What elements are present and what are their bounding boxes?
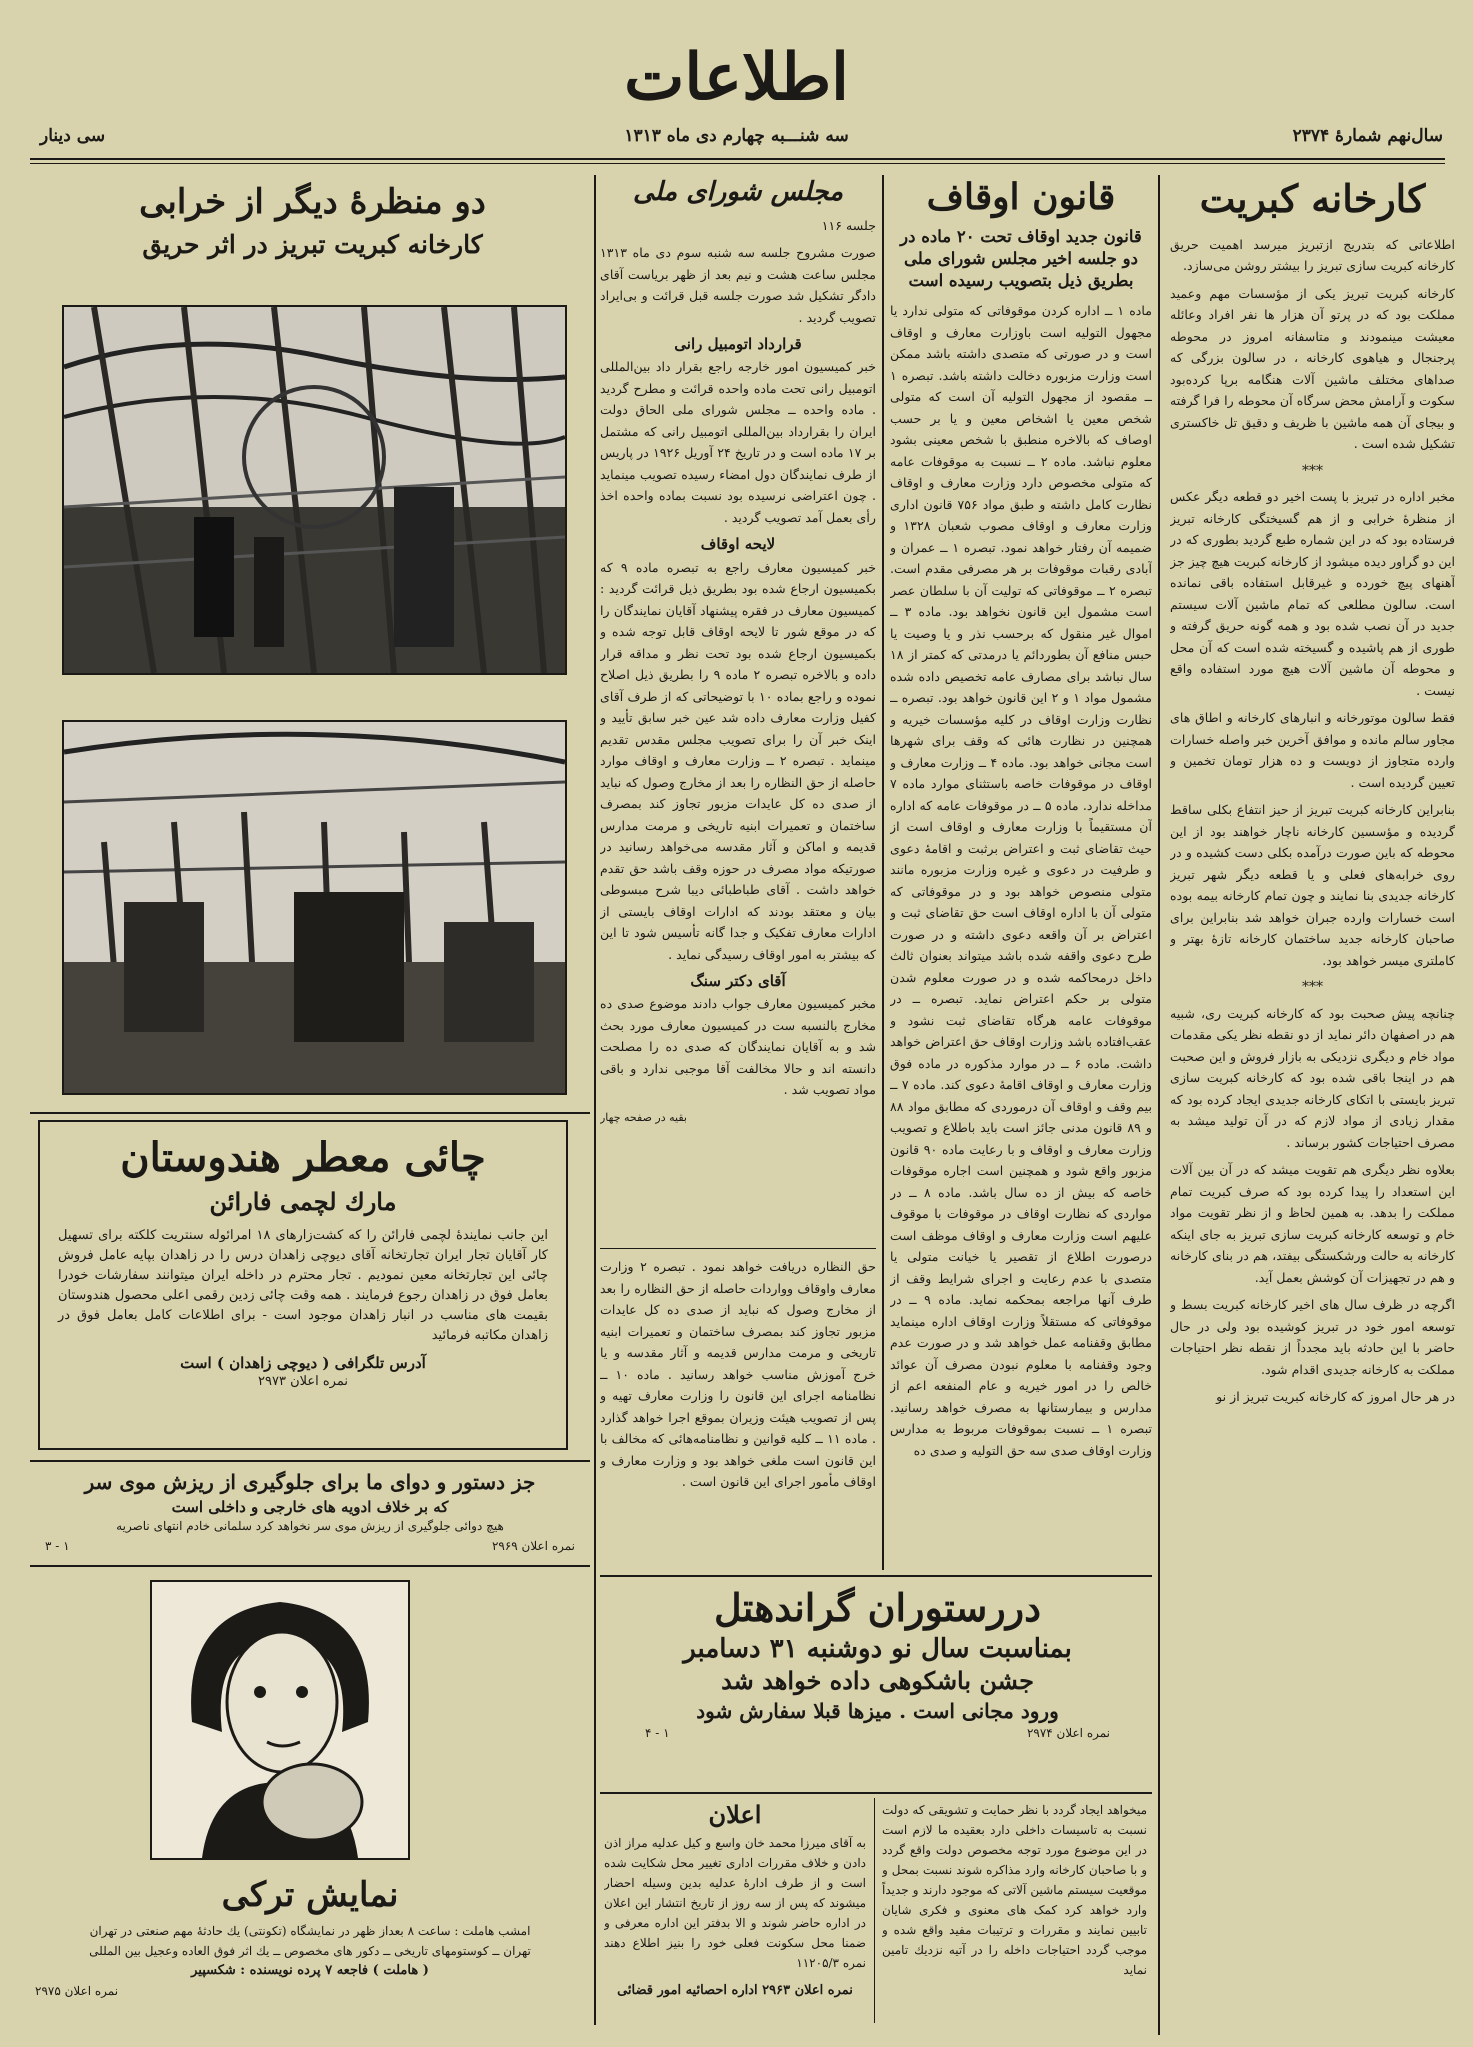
header-rule — [30, 158, 1445, 160]
notice-ad-number: نمره اعلان ۲۹۶۳ اداره احصائیه امور قضائی — [617, 1983, 853, 1998]
restaurant-ad-code: ۱ - ۴ — [645, 1726, 670, 1740]
restaurant-ad-line-2: جشن باشکوهی داده خواهد شد — [721, 1666, 1034, 1695]
waqf-heading: قانون اوقاف — [926, 176, 1116, 218]
photo-ruins-1 — [62, 305, 567, 675]
majlis-session: جلسه ۱۱۶ — [821, 217, 876, 233]
match-para-9: در هر حال امروز که کارخانه کبریت تبریز از نو — [1216, 1389, 1455, 1405]
waqf-continuation: حق النظاره دریافت خواهد نمود . تبصره ۲ وزارت معارف واوقاف وواردات حاصله از حق النظاره را بعد از مخارج وصول که نباید از صدی ده کل عایدات مزبور تجاوز کند بمصرف ساختمان و تعمیرات ابنیه تاریخی و مرمت مدارس قدیمه و آثار مقدسه و یا خرج آموزش مناسب خواهد رسانید . ماده ۱۰ ــ نظامنامه اجرای این قانون را وزارت معارف تهیه و پس از تصویب هیئت وزیران بموقع اجرا خواهد گذارد . ماده ۱۱ ــ کلیه قوانین و نظامنامه‌هائی که مخالف با این قانون است ملغی خواهد بود و وزارت معارف و اوقاف مأمور اجرای این قانون است . — [600, 1259, 876, 1489]
majlis-head-car-agreement: قرارداد اتومبیل رانی — [674, 335, 802, 354]
majlis-head-dr-sang: آقای دکتر سنگ — [690, 972, 786, 991]
notice-ad-title: اعلان — [708, 1800, 762, 1829]
tea-ad-brand: مارك لچمی فارائن — [209, 1187, 397, 1216]
restaurant-ad-line-1: بمناسبت سال نو دوشنبه ۳۱ دسامبر — [683, 1634, 1072, 1664]
hair-ad-line-3: هیچ دوائی جلوگیری از ریزش موی سر نخواهد کرد سلمانی خادم انتهای ناصریه — [116, 1519, 504, 1533]
tea-ad-address: آدرس تلگرافی ( دیوچی زاهدان ) است — [180, 1354, 426, 1372]
section-stars: *** — [1302, 462, 1323, 479]
theater-ad-line-1: امشب هاملت : ساعت ۸ بعداز ظهر در نمایشگاه (تکونتی) یك حادثهٔ مهم صنعتی در تهران — [89, 1924, 531, 1938]
photos-bottom-rule — [30, 1112, 590, 1114]
column-rule-2 — [882, 175, 884, 1570]
match-para-1: اطلاعاتی که بتدریج ازتبریز میرسد اهمیت حریق کارخانه کبریت سازی تبریز را بیشتر روشن می‌سازد. — [1170, 236, 1455, 274]
match-para-4: فقط سالون موتورخانه و انبارهای کارخانه و اطاق های مجاور سالم مانده و موافق آخرین خبر واصله خسارات وارده متجاوز از دویست و ده هزار تومان تخمین و تعیین گردیده است . — [1170, 710, 1455, 790]
match-para-7: بعلاوه نظر دیگری هم تقویت میشد که در آن بین آلات این استعداد را پیدا کرده بود که صرف کبریت تمام مملکت را بدهد. به همین لحاظ و از نظر تقویت مواد خام و توسعه کارخانه کبریت سازی تبریز به جای اینکه کارخانه به حالت ورشکستگی بیفتد، هم در بنای کارخانه و هم در تجهیزات آن کوشش بعمل آید. — [1170, 1162, 1455, 1285]
column-majlis — [600, 178, 876, 1243]
restaurant-advertisement — [605, 1585, 1150, 1785]
waqf-law-text: ماده ۱ ــ اداره کردن موقوفاتی که متولی ندارد یا مجهول التولیه است باوزارت معارف و اوقاف است و در صورتی که متصدی داشته باشد ممکن است وزارت مزبوره دخالت داشته باشد. تبصره ۱ ــ مقصود از مجهول التولیه آن است که متولی شخص معین یا اشخاص معین و یا بر حسب اوصاف که بالاخره منطبق با شخص معینی بشود معلوم نباشد. ماده ۲ ــ نسبت به موقوفات عامه که متولی مخصوص دارد وزارت معارف و اوقاف نظارت کامل داشته و طبق مواد ۷۵۶ قانون اداری وزارت معارف و اوقاف مصوب شعبان ۱۳۲۸ و ضمیمه آن رفتار خواهد نمود. تبصره ۱ ــ عمران و آبادی رقبات موقوفات بر هر مصرفی مقدم است. تبصره ۲ ــ موقوفاتی که تولیت آن با سلطان عصر است مشمول این قانون نخواهد بود. ماده ۳ ــ اموال غیر منقول که برحسب نذر و یا وصیت یا حبس منافع آن بطوردائم یا درمدتی که کمتر از ۱۸ سال نباشد برای مصارف عامه تخصیص داده شده مشمول مواد ۱ و ۲ این قانون خواهد بود. تبصره ــ نظارت وزارت اوقاف در کلیه مؤسسات خیریه و همچنین در نظارت هائی که وقف برای شهرها است مجانی خواهد بود. ماده ۴ ــ وزارت معارف و اوقاف در موقوفات خاصه باستثنای موارد ماده ۷ مداخله ندارد. ماده ۵ ــ در موقوفات عامه که اداره آن مستقیماً با وزارت معارف و اوقاف است از حیث تقاضای ثبت و اعتراض برثبت و اقامهٔ دعوی و طرفیت در دعوی و غیره وزارت مزبوره مانند متولی منصوص خواهد بود و در موقوفاتی که متولی آن با اداره اوقاف است حق تقاضای ثبت و اعتراض بر آن واقعه دعوی داشته و در صورت طرح دعوی واقفه شده باشد میتواند بعنوان ثالث داخل درمحاکمه شده و در صورت معلوم شدن متولی بر حکم اعتراض نماید. تبصره ــ در موقوفات عامه هرگاه تقاضای ثبت نشود و عقب‌افتاده باشد وزارت اوقاف حق اعتراض خواهد داشت. ماده ۶ ــ در موارد مذکوره در ماده فوق وزارت معارف و اوقاف اقامهٔ دعوی کند. ماده ۷ ــ بیم وقف و اوقاف آن درموردی که مطابق مواد ۸۸ و ۸۹ قانون مدنی جائز است باید باطلاع و تصویب وزارت معارف و اوقاف و با رعایت ماده ۹۰ قانون مزبور واقع شود و همچنین است اجاره موقوفات خاصه که بیش از ده سال باشد. ماده ۸ ــ در مواردی که نظارت اوقاف در موقوفات با موقوف علیهم است وزارت معارف و اوقاف موظف است درصورت اطلاع از تقصیر یا خیانت متولی یا متصدی با عدم رعایت و اجرای شرایط وقف از طرف آنها مراجعه بمحکمه نماید. ماده ۹ ــ در موقوفاتی که مستقلاً وزارت اوقاف اداره مینماید مطابق وقفنامه عمل خواهد شد و در صورت عدم وجود وقفنامه با معلوم نبودن مصرف آن عوائد خالص را در امور خیریه و عام المنفعه اعم از مدارس و بیمارستانها به مصرف خواهد رسانید. تبصره ۱ ــ نسبت بموقوفات مربوط به مدارس وزارت اوقاف صدی سه حق التولیه و صدی ده — [890, 303, 1152, 1458]
notice-ad-body: به آقای میرزا محمد خان واسع و کیل عدلیه مراز اذن دادن و خلاف مقررات اداری تغییر محل شکایت شده است و از طرف ادارهٔ عدلیه بدین وسیله احضار میشوند که پس از سه روز از تاریخ انتشار این اعلان در اداره حاضر شوند و الا بدفتر این اداره معرفی و ضمنا محل سکونت فعلی خود را بنیز اطلاع دهند نمره ۱۱۲۰۵/۳ — [604, 1836, 866, 1970]
theater-ad-line-3: ( هاملت ) فاجعه ۷ پرده نویسنده : شکسپیر — [191, 1963, 429, 1978]
tea-ad-number: نمره اعلان ۲۹۷۳ — [258, 1374, 348, 1389]
notice-advertisement — [604, 1800, 866, 2025]
match-para-5: بنابراین کارخانه کبریت تبریز از حیز انتفاع بکلی ساقط گردیده و مؤسسین کارخانه ناچار خواهند بود از این محوطه که باین صورت درآمده بکلی دست کشیده و در روی خرابه‌های فعلی و یا قطعه دیگر شهر تبریز کارخانه جدیدی بنا نمایند و چون تمام کارخانه بیمه بوده است خسارات وارده جبران خواهد شد بنابراین برای صاحبان کارخانه جدید ساختمان کارخانه تازهٔ بهتر و کاملتری میسر خواهد بود. — [1170, 802, 1455, 968]
majlis-continued: بقیه در صفحه چهار — [600, 1110, 687, 1124]
tea-ad-body: این جانب نمایندهٔ لچمی فارائن را که کشت‌زارهای ۱۸ امرائوله سنتریت کلکته برای تسهیل کار آقایان تجار ایران تجارتخانه آقای دیوچی زاهدان درس را در زاهدان بپایه عامل فروش چائی این تجارتخانه معین نمودیم . تجار محترم در داخله ایران میتوانند سفارشات خودرا بعامل فوق در زاهدان رجوع فرمایند . همه وقت چائی زدین رقمی اعلی محصول هندوستان بقیمت های مناسب در انبار زاهدان موجود است - برای اطلاعات کامل بعامل فوق در زاهدان مکاتبه فرمائید — [58, 1228, 548, 1343]
majlis-head-waqf-bill: لایحه اوقاف — [700, 535, 776, 554]
theater-advertisement — [35, 1875, 585, 2025]
match-factory-article — [1170, 234, 1455, 2024]
match-para-6: چنانچه پیش صحبت بود که کارخانه کبریت ری، شبیه هم در اصفهان دائر نماید از دو نقطه نظر یکی مقدمات مواد خام و دیگری نزدیکی به بازار فروش و این صحبت هم در اینجا باقی شده بود که کارخانه کبریت سازی تبریز بایستی با اتکای کارخانه جدیدی ایجاد کرده بود که مقدار زیادی از مواد لازم که در آن تولید میشد به مصرف احتیاجات کشور برساند . — [1170, 1005, 1455, 1150]
column-match-factory — [1170, 178, 1455, 2028]
factory-continuation: میخواهد ایجاد گردد با نظر حمایت و تشویقی که دولت نسبت به تاسیسات داخلی دارد بعقیده ما لازم است در این موضوع مورد توجه مخصوص دولت واقع گردد و با صاحبان کارخانه وارد مذاکره شوند نسبت بمحل و موقعیت سیستم ماشین آلاتی که موجود دارند و جدیداً وارد خواهد کرد کمک های معنوی و فکری شایان تابیین نمایند و مقررات و ترتیبات مفید واقع شده و موجب گردد احتیاجات داخله را در آتیه نزدیك تامین نماید — [882, 1803, 1147, 1977]
masthead-title: اطلاعات — [624, 40, 849, 115]
majlis-intro: صورت مشروح جلسه سه شنبه سوم دی ماه ۱۳۱۳ مجلس ساعت هشت و نیم بعد از ظهر بریاست آقای دادگر تشکیل شد صورت جلسه قبل قرائت و بی‌ایراد تصویب گردید . — [600, 245, 876, 325]
photo-headline-title: دو منظرهٔ دیگر از خرابی — [139, 182, 486, 222]
majlis-report — [600, 215, 876, 1205]
hair-ad-code: ۱ - ۳ — [45, 1539, 70, 1553]
restaurant-ad-number: نمره اعلان ۲۹۷۴ — [1026, 1726, 1110, 1740]
notice-divider — [874, 1798, 875, 2023]
match-para-8: اگرچه در ظرف سال های اخیر کارخانه کبریت بسط و توسعه امور خود در تبریز کوشیده بود ولی در حال حاضر با این حادثه باید مجدداً از نقطه نظر احتیاجات مملکت به کارخانه جدیدی اقدام شود. — [1170, 1297, 1455, 1377]
restaurant-ad-top-rule — [600, 1575, 1152, 1577]
match-factory-heading: کارخانه کبریت — [1199, 176, 1426, 221]
majlis-text-waqf-bill: خبر کمیسیون معارف راجع به تبصره ماده ۹ که بکمیسیون ارجاع شده بود بطریق ذیل قرائت گردید : کمیسیون معارف در فقره پیشنهاد آقایان نمایندگان را که در موقع شور تا لایحه اوقاف قابل توجه شده و بکمیسیون ارجاع شده بود تحت نظر و مداقه قرار داده و بالاخره تبصره ۲ ماده ۹ را بطریق ذیل اصلاح نموده و راجع بماده ۱۰ با توضیحاتی که از طرف آقای کفیل وزارت معارف داده شد عین خبر سابق تأیید و اینک خبر آن را برای تصویب مجلس مقدس تقدیم مینماید . تبصره ۲ ــ وزارت معارف و اوقاف موارد حاصله از حق النظاره را بعد از مخارج وصول که نباید از صدی ده کل عایدات مزبور تجاوز کند بمصرف ساختمان و تعمیرات ابنیه تاریخی و مرمت مدارس قدیمه و اماکن و آثار مقدسه می‌خواهد رسانید در صورتیکه مواد مصرف در حوزه وقف باشد حق تقدم خواهد داشت . آقای طباطبائی دیبا شرح مبسوطی بیان و معتقد بودند که ادارات اوقاف بایستی از ادارات معارف تفکیک و جدا گانه تأسیس شود تا این که بیشتر به امور اوقاف رسیدگی نماید . — [600, 559, 876, 962]
hair-ad-rule — [30, 1565, 590, 1567]
theater-ad-number: نمره اعلان ۲۹۷۵ — [35, 1984, 119, 1998]
column-rule-3 — [594, 175, 596, 2025]
issue-price: سی دینار — [40, 126, 106, 146]
theater-portrait — [150, 1580, 410, 1860]
theater-ad-line-2: تهران ــ کوستومهای تاریخی ــ دکور های مخصوص ــ یك اثر فوق العاده وعجیل بین المللی — [89, 1944, 531, 1958]
photo-headline — [40, 182, 585, 259]
match-para-2: کارخانه کبریت تبریز یکی از مؤسسات مهم وعمید مملکت بود که در پرتو آن هزار ها نفر افراد وعائله معیشت مینمودند و متاسفانه امروز در محوطه پرجنجال و هیاهوی کارخانه ، در سالون بزرگی که صداهای مختلف ماشین آلات هنگامه برپا کرده‌بود سکوت و آرامش محض سرگاه آن محوطه را فرا گرفته و بیجای آن همه ماشین با ظریف و دقیق تل خاکستری تشکیل شده است . — [1170, 285, 1455, 452]
majlis-text-dr-sang: مخبر کمیسیون معارف جواب دادند موضوع صدی ده مخارج بالنسبه ست در کمیسیون معارف مورد بحث شد و به آقایان نمایندگان که صدی ده را مصلحت دانسته اند و حالا مخالفت آقا موجبی ندارد و باقی مواد تصویب شد . — [600, 996, 876, 1098]
restaurant-ad-title: دررستوران گراندهتل — [713, 1585, 1042, 1630]
match-para-3: مخبر اداره در تبریز با پست اخیر دو قطعه دیگر عکس از منظرهٔ خرابی و از هم گسیختگی کارخانه تبریز فرستاده بود که در این شماره طبع گردید بطوری که در این دو گراور دیده میشود از کارخانه کبریت هیچ چیز جز آهنهای پیچ خورده و غیرقابل استفاده باقی نمانده است. سالون مطلعی که تمام ماشین آلات سیستم جدید در آن نصب شده بود و همه گونه حریق گرفته و طوری از هم پاشیده و گسیخته شده است که آن محل و محوطه آن ماشین آلات هیچ مورد استفاده واقع نیست . — [1170, 489, 1455, 698]
majlis-text-car-agreement: خبر کمیسیون امور خارجه راجع بقرار داد بین‌المللی اتومبیل رانی تحت ماده واحده قرائت و مطرح گردید . ماده واحده ــ مجلس شورای ملی الحاق دولت ایران را بقرارداد بین‌المللی اتومبیل رانی که مشتمل بر ۱۷ ماده است و در تاریخ ۲۴ آوریل ۱۹۲۶ در پاریس از طرف نمایندگان دول امضاء رسیده تصویب مینماید . چون اعتراضی نرسیده بود نسبت بماده واحده اخذ رأی بعمل آمد تصویب گردید . — [600, 359, 876, 525]
hair-advertisement — [35, 1470, 585, 1560]
majlis-divider — [600, 1248, 876, 1249]
tea-ad-rule — [30, 1460, 590, 1462]
photo-headline-subtitle: کارخانه کبریت تبریز در اثر حریق — [142, 230, 483, 259]
majlis-heading: مجلس شورای ملی — [632, 177, 844, 207]
theater-ad-title: نمایش ترکی — [221, 1875, 399, 1915]
section-stars-2: *** — [1302, 979, 1323, 996]
hair-ad-line-1: جز دستور و دوای ما برای جلوگیری از ریزش موی سر — [84, 1470, 536, 1494]
tea-ad-title: چائی معطر هندوستان — [120, 1134, 486, 1181]
waqf-subheading: قانون جدید اوقاف تحت ۲۰ ماده در دو جلسه اخیر مجلس شورای ملی بطریق ذیل بتصویب رسیده است — [900, 226, 1142, 291]
photo-ruins-2 — [62, 720, 567, 1095]
restaurant-ad-line-3: ورود مجانی است . میزها قبلا سفارش شود — [696, 1699, 1059, 1723]
hair-ad-number: نمره اعلان ۲۹۶۹ — [491, 1539, 575, 1553]
column-rule-1 — [1158, 175, 1160, 2035]
issue-number: سال‌نهم شمارهٔ ۲۳۷۴ — [1292, 126, 1443, 146]
column-waqf-law — [890, 178, 1152, 1563]
restaurant-ad-bottom-rule — [600, 1792, 1152, 1794]
tea-advertisement — [38, 1120, 568, 1450]
issue-date: سه شنـــبه چهارم دی ماه ۱۳۱۳ — [624, 126, 849, 146]
hair-ad-line-2: که بر خلاف ادویه های خارجی و داخلی است — [171, 1498, 449, 1516]
header-rule-thin — [30, 163, 1445, 164]
